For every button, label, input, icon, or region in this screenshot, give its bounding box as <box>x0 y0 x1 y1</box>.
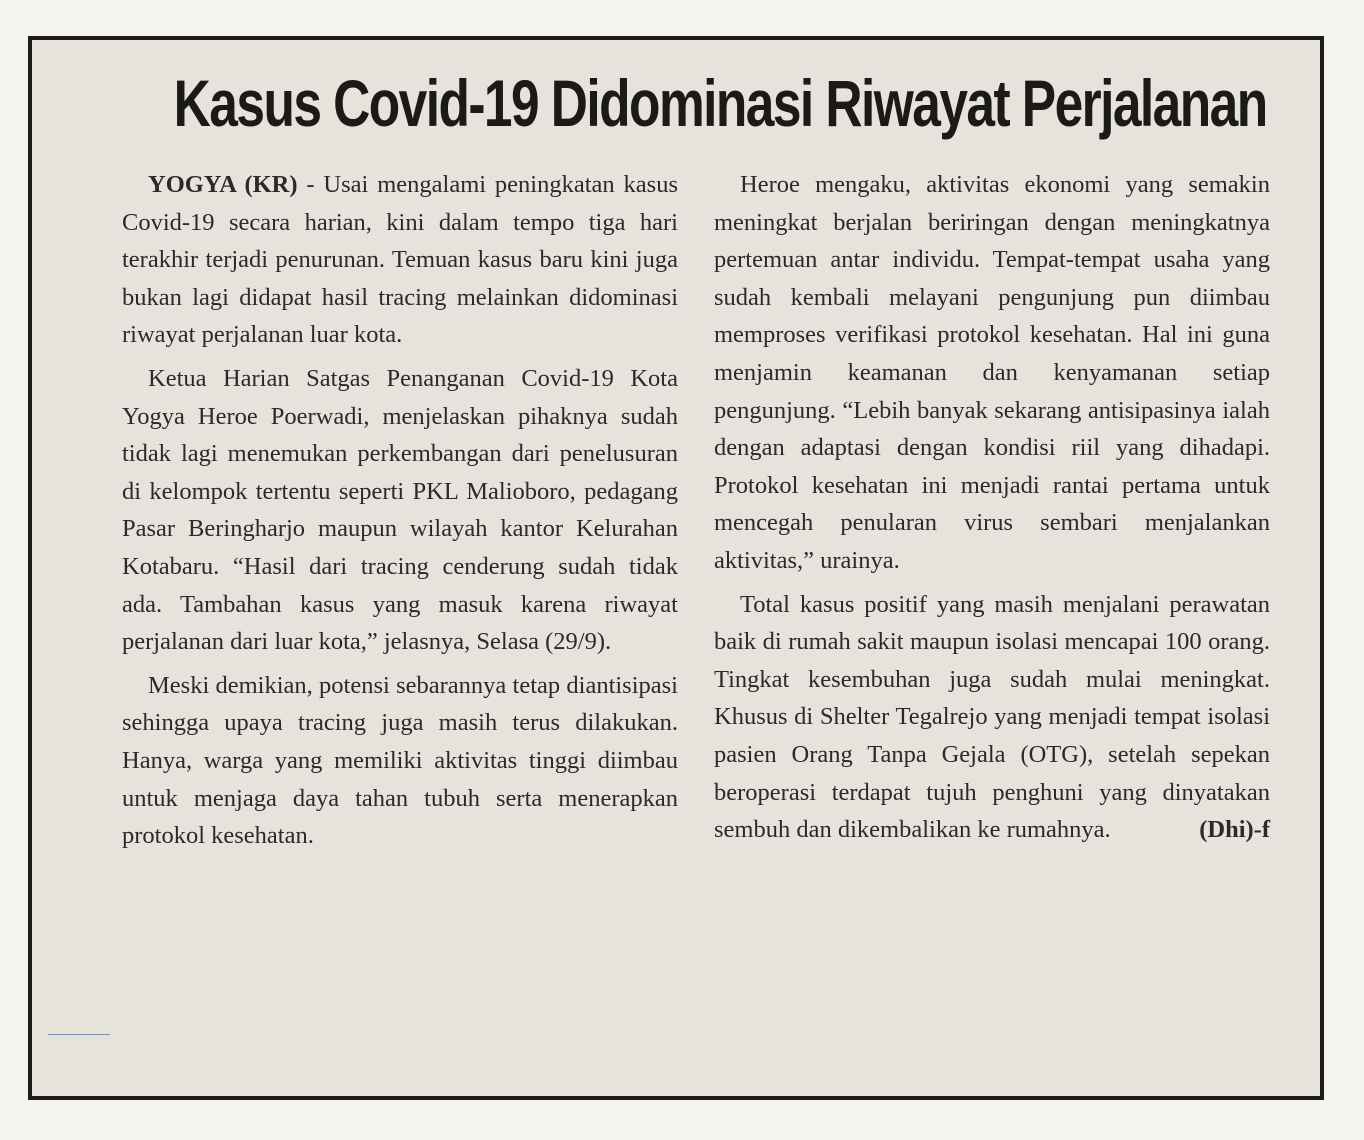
left-column <box>122 166 678 861</box>
author-signature: (Dhi)-f <box>1199 816 1270 844</box>
headline: Kasus Covid-19 Didominasi Riwayat Perjalanan <box>173 66 1267 140</box>
margin-rule <box>48 1034 110 1035</box>
left-paragraph-1 <box>122 166 678 354</box>
right-paragraph-1: Heroe mengaku, aktivitas ekonomi yang semakin meningkat berjalan beriringan dengan meningkatnya pertemuan antar individu. Tempat-tempat usaha yang sudah kembali melayani pengunjung pun diimbau memproses verifikasi protokol kesehatan. Hal ini guna menjamin keamanan dan kenyamanan setiap pengunjung. “Lebih banyak sekarang antisipasinya ialah dengan adaptasi dengan kondisi riil yang dihadapi. Protokol kesehatan ini menjadi rantai pertama untuk mencegah penularan virus sembari menjalankan aktivitas,” urainya. <box>714 171 1270 574</box>
left-paragraph-3: Meski demikian, potensi sebarannya tetap diantisipasi sehingga upaya tracing juga masih terus dilakukan. Hanya, warga yang memiliki aktivitas tinggi diimbau untuk menjaga daya tahan tubuh serta menerapkan protokol kesehatan. <box>122 671 678 850</box>
right-paragraph-2 <box>714 586 1270 849</box>
dateline: YOGYA (KR) <box>148 171 298 198</box>
right-column <box>714 166 1270 855</box>
left-paragraph-2: Ketua Harian Satgas Penanganan Covid-19 Kota Yogya Heroe Poerwadi, menjelaskan pihaknya sudah tidak lagi menemukan perkembangan dari penelusuran di kelompok tertentu seperti PKL Malioboro, pedagang Pasar Beringharjo maupun wilayah kantor Kelurahan Kotabaru. “Hasil dari tracing cenderung sudah tidak ada. Tambahan kasus yang masuk karena riwayat perjalanan dari luar kota,” jelasnya, Selasa (29/9). <box>122 364 678 656</box>
right-paragraph-2-text: Total kasus positif yang masih menjalani perawatan baik di rumah sakit maupun isolasi mencapai 100 orang. Tingkat kesembuhan juga sudah mulai meningkat. Khusus di Shelter Tegalrejo yang menjadi tempat isolasi pasien Orang Tanpa Gejala (OTG), setelah sepekan beroperasi terdapat tujuh penghuni yang dinyatakan sembuh dan dikembalikan ke rumahnya. <box>714 590 1270 844</box>
left-paragraph-1-text: - Usai mengalami peningkatan kasus Covid-19 secara harian, kini dalam tempo tiga hari terakhir terjadi penurunan. Temuan kasus baru kini juga bukan lagi didapat hasil tracing melainkan didominasi riwayat perjalanan luar kota. <box>122 171 678 349</box>
news-clipping <box>28 36 1324 1100</box>
